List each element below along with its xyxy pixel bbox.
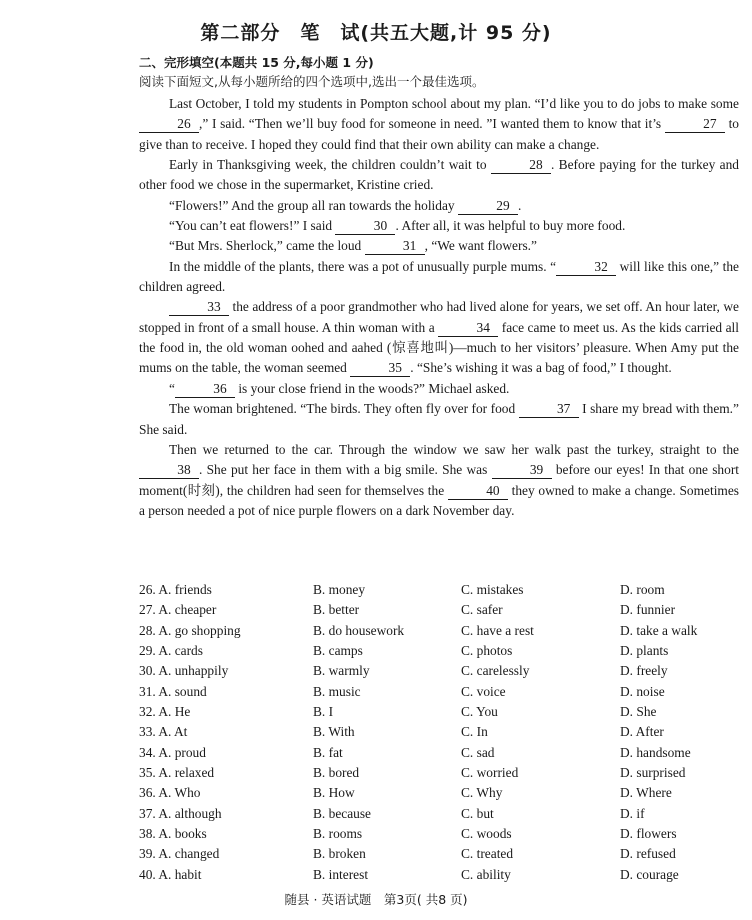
blank-35: 35 xyxy=(350,360,410,377)
option-c: C. have a rest xyxy=(461,622,534,638)
option-a: 27. A. cheaper xyxy=(139,602,217,618)
option-b: B. broken xyxy=(313,846,366,862)
option-d: D. courage xyxy=(620,866,679,882)
blank-40: 40 xyxy=(448,483,508,500)
option-row xyxy=(139,826,739,846)
passage-text: “Flowers!” And the group all ran towards the holiday xyxy=(169,197,455,213)
blank-37: 37 xyxy=(519,401,579,418)
option-d: D. take a walk xyxy=(620,622,698,638)
option-c: C. In xyxy=(461,724,488,740)
option-row xyxy=(139,582,739,602)
blank-29: 29 xyxy=(458,198,518,215)
option-d: D. freely xyxy=(620,663,668,679)
option-row xyxy=(139,765,739,785)
option-d: D. if xyxy=(620,805,645,821)
option-c: C. treated xyxy=(461,846,514,862)
option-row xyxy=(139,785,739,805)
passage-text: “ xyxy=(169,380,175,396)
paragraph-10 xyxy=(139,440,739,521)
passage-text: they owned to make a change. Sometimes a person needed a pot of nice purple flowers on a dark November day. xyxy=(139,482,739,518)
option-c: C. voice xyxy=(461,683,506,699)
option-b: B. rooms xyxy=(313,826,363,842)
option-d: D. surprised xyxy=(620,765,686,781)
passage-text: . “She’s wishing it was a bag of food,” I thought. xyxy=(410,360,672,376)
page-footer: 随县 · 英语试题 第3页( 共8 页) xyxy=(284,892,468,907)
blank-32: 32 xyxy=(556,259,616,276)
option-b: B. How xyxy=(313,785,355,801)
option-row xyxy=(139,684,739,704)
option-d: D. room xyxy=(620,582,665,597)
paragraph-6 xyxy=(139,257,739,298)
option-a: 29. A. cards xyxy=(139,643,203,659)
option-row xyxy=(139,867,739,887)
option-a: 28. A. go shopping xyxy=(139,622,241,638)
passage-text: Early in Thanksgiving week, the children couldn’t wait to xyxy=(169,157,487,173)
blank-31: 31 xyxy=(365,238,425,255)
option-b: B. fat xyxy=(313,744,343,760)
passage-text: “But Mrs. Sherlock,” came the loud xyxy=(169,238,362,254)
passage-text: Then we returned to the car. Through the window we saw her walk past the turkey, straight to the xyxy=(169,441,739,457)
instructions: 阅读下面短文,从每小题所给的四个选项中,选出一个最佳选项。 xyxy=(139,74,485,89)
option-d: D. funnier xyxy=(620,602,676,618)
option-c: C. woods xyxy=(461,826,512,842)
option-a: 38. A. books xyxy=(139,826,207,842)
passage-text: . She put her face in them with a big smile. She was xyxy=(199,462,488,478)
paragraph-4 xyxy=(139,216,739,236)
paragraph-8 xyxy=(139,379,739,399)
option-a: 26. A. friends xyxy=(139,582,212,597)
option-row xyxy=(139,724,739,744)
option-b: B. music xyxy=(313,683,361,699)
option-c: C. safer xyxy=(461,602,503,618)
paragraph-3 xyxy=(139,196,739,216)
passage-text: . Before paying for the turkey and other food we chose in the supermarket, Kristine cried. xyxy=(139,157,739,193)
option-d: D. She xyxy=(620,704,657,720)
option-b: B. do housework xyxy=(313,622,405,638)
passage-text: . xyxy=(517,197,522,213)
passage-text: face came to meet us. As the kids carried all the food in, the old woman oohed and aahed (惊喜地叫)—much to her visitors’ pleasure. When Amy put the mums on the table, the woman seemed xyxy=(139,319,739,376)
option-c: C. but xyxy=(461,805,494,821)
option-c: C. carelessly xyxy=(461,663,530,679)
option-b: B. I xyxy=(313,704,334,720)
option-b: B. interest xyxy=(313,866,369,882)
passage-text: Last October, I told my students in Pompton school about my plan. “I’d like you to do jobs to make some xyxy=(169,96,739,111)
passage-text: is your close friend in the woods?” Michael asked. xyxy=(238,380,510,396)
blank-39: 39 xyxy=(492,462,552,479)
option-d: D. refused xyxy=(620,846,676,862)
passage-text: “You can’t eat flowers!” I said xyxy=(169,218,333,234)
option-a: 39. A. changed xyxy=(139,846,220,862)
option-c: C. mistakes xyxy=(461,582,524,597)
option-a: 31. A. sound xyxy=(139,683,207,699)
passage-text: In the middle of the plants, there was a pot of unusually purple mums. “ xyxy=(169,258,557,274)
passage-text: I share my bread with them.” She said. xyxy=(139,401,739,437)
option-a: 34. A. proud xyxy=(139,744,206,760)
option-a: 37. A. although xyxy=(139,805,222,821)
option-row xyxy=(139,806,739,826)
blank-34: 34 xyxy=(438,320,498,337)
option-d: D. noise xyxy=(620,683,665,699)
option-b: B. camps xyxy=(313,643,363,659)
option-c: C. You xyxy=(461,704,498,720)
option-a: 33. A. At xyxy=(139,724,188,740)
option-row xyxy=(139,602,739,622)
paragraph-7 xyxy=(139,297,739,378)
option-row xyxy=(139,745,739,765)
option-b: B. With xyxy=(313,724,355,740)
option-row xyxy=(139,623,739,643)
paragraph-5 xyxy=(139,236,739,256)
passage-text: to give than to receive. I hoped they could find that their own ability can make a change. xyxy=(139,116,739,152)
blank-28: 28 xyxy=(491,157,551,174)
option-d: D. flowers xyxy=(620,826,677,842)
option-a: 36. A. Who xyxy=(139,785,201,801)
option-row xyxy=(139,704,739,724)
cloze-passage xyxy=(139,94,739,521)
passage-text: The woman brightened. “The birds. They often fly over for food xyxy=(169,401,516,417)
option-b: B. better xyxy=(313,602,360,618)
passage-text: ,” I said. “Then we’ll buy food for someone in need. ”I wanted them to know that it’s xyxy=(199,116,662,132)
section-heading: 二、完形填空(本题共 15 分,每小题 1 分) xyxy=(139,55,374,70)
paragraph-9 xyxy=(139,399,739,440)
blank-30: 30 xyxy=(335,218,395,235)
paragraph-1 xyxy=(139,94,739,155)
option-b: B. because xyxy=(313,805,372,821)
answer-options xyxy=(139,582,739,887)
option-d: D. Where xyxy=(620,785,672,801)
blank-27: 27 xyxy=(665,116,725,133)
option-d: D. After xyxy=(620,724,664,740)
option-c: C. ability xyxy=(461,866,511,882)
option-d: D. handsome xyxy=(620,744,691,760)
option-c: C. Why xyxy=(461,785,503,801)
option-c: C. worried xyxy=(461,765,519,781)
option-a: 35. A. relaxed xyxy=(139,765,215,781)
blank-33: 33 xyxy=(169,299,229,316)
option-b: B. bored xyxy=(313,765,360,781)
blank-26: 26 xyxy=(139,116,199,133)
passage-text: will like this one,” the children agreed. xyxy=(139,258,739,295)
passage-text: the address of a poor grandmother who had lived alone for years, we set off. An hour later, we stopped in front of a small house. A thin woman with a xyxy=(139,299,739,335)
option-b: B. money xyxy=(313,582,366,597)
paragraph-2 xyxy=(139,155,739,196)
passage-text: , “We want flowers.” xyxy=(424,238,537,254)
option-c: C. sad xyxy=(461,744,495,760)
option-d: D. plants xyxy=(620,643,669,659)
option-b: B. warmly xyxy=(313,663,370,679)
option-a: 30. A. unhappily xyxy=(139,663,229,679)
option-c: C. photos xyxy=(461,643,513,659)
option-row xyxy=(139,846,739,866)
option-a: 40. A. habit xyxy=(139,866,202,882)
passage-text: before our eyes! In that one short moment(时刻), the children had seen for themselves the xyxy=(139,462,739,498)
blank-36: 36 xyxy=(175,381,235,398)
blank-38: 38 xyxy=(139,462,199,479)
option-row xyxy=(139,643,739,663)
passage-text: . After all, it was helpful to buy more food. xyxy=(395,218,626,234)
option-row xyxy=(139,663,739,683)
option-a: 32. A. He xyxy=(139,704,191,720)
page-title: 第二部分 笔 试(共五大题,计 95 分) xyxy=(200,22,552,44)
